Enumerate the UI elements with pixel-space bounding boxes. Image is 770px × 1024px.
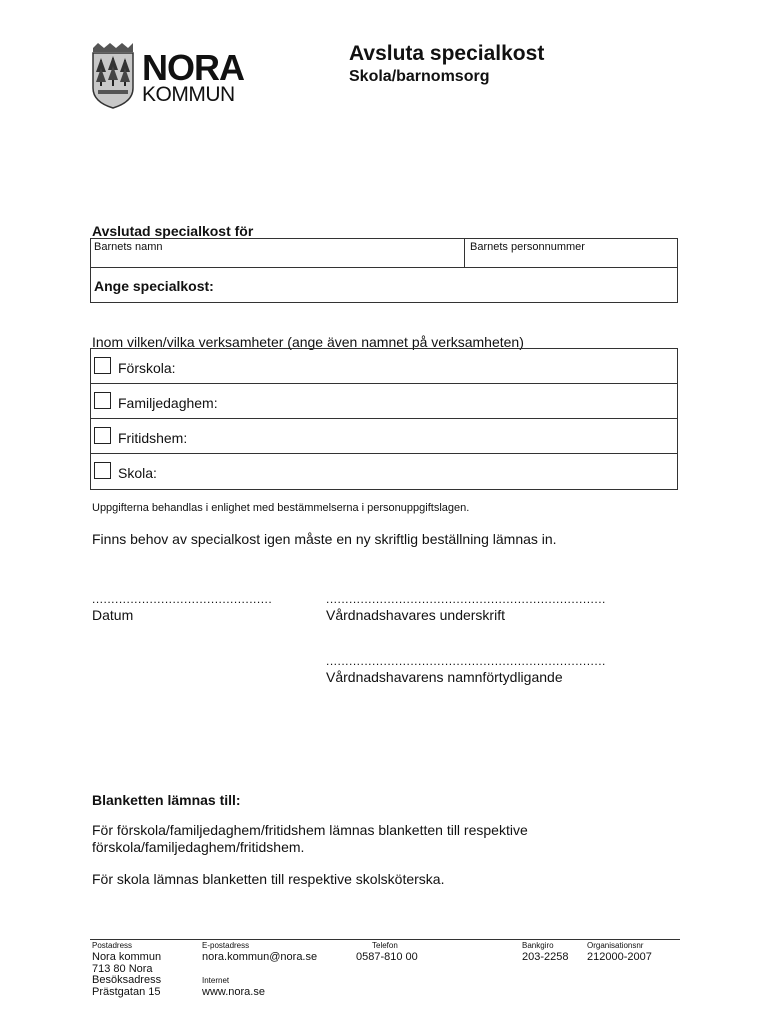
epost-label: E-postadress [202,941,250,950]
orgnr-value: 212000-2007 [587,951,652,963]
option-row-skola [91,454,677,490]
child-info-row [90,238,678,268]
option-row-familjedaghem [91,384,677,419]
nora-kommun-logo [90,42,242,110]
option-label: Förskola: [118,360,176,376]
besok-street: Prästgatan 15 [92,986,161,998]
specialkost-label: Ange specialkost: [94,278,214,294]
submission-title: Blanketten lämnas till: [92,792,241,808]
footer-divider [90,939,680,940]
name-clarification-line[interactable]: ......................................................................... [326,654,606,668]
name-clarification-label: Vårdnadshavarens namnförtydligande [326,669,563,685]
page-subtitle: Skola/barnomsorg [349,68,490,85]
telefon-value: 0587-810 00 [356,951,418,963]
option-row-forskola [91,349,677,384]
page-title: Avsluta specialkost [349,42,545,65]
orgnr-label: Organisationsnr [587,941,644,950]
epost-link[interactable]: nora.kommun@nora.se [202,951,318,963]
bankgiro-label: Bankgiro [522,941,554,950]
coat-of-arms-icon [90,42,136,110]
option-label: Skola: [118,465,157,481]
date-label: Datum [92,607,134,623]
postadress-name: Nora kommun [92,951,162,963]
checkbox-familjedaghem[interactable] [94,392,111,409]
besok-label: Besöksadress [92,974,162,986]
internet-link[interactable]: www.nora.se [202,986,265,998]
bankgiro-value: 203-2258 [522,951,569,963]
checkbox-skola[interactable] [94,462,111,479]
verksamheter-table [90,348,678,490]
section-title: Avslutad specialkost för [92,223,254,239]
signature-label: Vårdnadshavares underskrift [326,607,505,623]
postadress-city: 713 80 Nora [92,963,153,975]
internet-label: Internet [202,976,230,985]
checkbox-forskola[interactable] [94,357,111,374]
child-id-label: Barnets personnummer [470,241,585,253]
child-name-label: Barnets namn [94,241,163,253]
option-row-fritidshem [91,419,677,454]
date-line[interactable]: ............................................... [92,592,273,606]
postadress-label: Postadress [92,941,133,950]
telefon-label: Telefon [372,941,398,950]
option-label: Familjedaghem: [118,395,218,411]
checkbox-fritidshem[interactable] [94,427,111,444]
renew-note: Finns behov av specialkost igen måste en ny skriftlig beställning lämnas in. [92,531,557,547]
privacy-note: Uppgifterna behandlas i enlighet med bestämmelserna i personuppgiftslagen. [92,502,470,514]
verksamheter-title: Inom vilken/vilka verksamheter (ange även namnet på verksamheten) [92,334,524,350]
submission-text-2: förskola/familjedaghem/fritidshem. [92,839,305,855]
submission-text-1: För förskola/familjedaghem/fritidshem lämnas blanketten till respektive [92,822,528,838]
logo-kommun-text: KOMMUN [142,83,235,106]
logo-nora-text: NORA [142,47,244,88]
signature-line[interactable]: ......................................................................... [326,592,606,606]
option-label: Fritidshem: [118,430,188,446]
specialkost-field[interactable] [90,267,678,303]
divider [464,239,465,267]
submission-text-3: För skola lämnas blanketten till respektive skolsköterska. [92,871,445,887]
